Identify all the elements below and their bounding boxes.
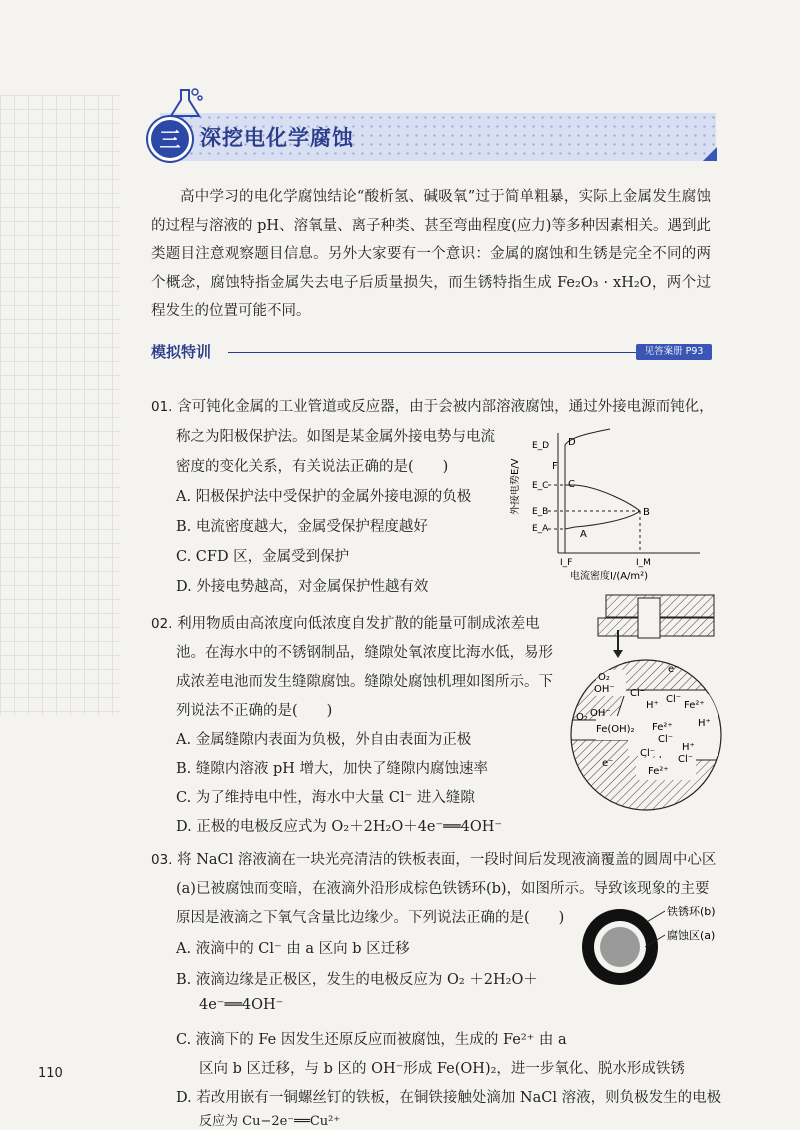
option-b: B. 液滴边缘是正极区，发生的电极反应为 O₂ ＋2H₂O＋ [176, 972, 538, 988]
svg-text:O₂: O₂ [576, 712, 588, 723]
svg-text:Cl⁻: Cl⁻ [640, 748, 656, 759]
svg-text:Cl⁻: Cl⁻ [658, 734, 674, 745]
svg-text:Fe²⁺: Fe²⁺ [684, 700, 705, 711]
svg-text:H⁺: H⁺ [682, 742, 695, 753]
corrosion-zone-label: 腐蚀区(a) [667, 929, 716, 942]
option-d: D. 外接电势越高，对金属保护性越有效 [176, 579, 429, 595]
point-A: A [580, 529, 587, 540]
svg-text:e⁻: e⁻ [602, 758, 614, 769]
y-axis-label: 外接电势E/V [510, 458, 521, 515]
point-C: C [568, 479, 575, 490]
tick-IF: I_F [560, 558, 573, 568]
svg-text:e⁻: e⁻ [668, 664, 680, 675]
svg-text:Cl⁻: Cl⁻ [666, 694, 682, 705]
svg-text:Cl⁻: Cl⁻ [678, 754, 694, 765]
svg-text:Cl⁻: Cl⁻ [630, 688, 646, 699]
option-d: D. 正极的电极反应式为 O₂＋2H₂O＋4e⁻══4OH⁻ [176, 819, 503, 835]
question-text: 含可钝化金属的工业管道或反应器，由于会被内部溶液腐蚀，通过外接电源而钝化， [177, 399, 714, 415]
tick-ED: E_D [532, 441, 550, 451]
question-text: 密度的变化关系，有关说法正确的是( ) [176, 459, 449, 475]
crevice-corrosion-figure [566, 590, 726, 815]
question-text: 利用物质由高浓度向低浓度自发扩散的能量可制成浓差电 [177, 616, 540, 632]
margin-grid [0, 95, 120, 715]
option-b-cont: 4e⁻══4OH⁻ [199, 997, 284, 1013]
svg-text:Fe²⁺: Fe²⁺ [648, 766, 669, 777]
droplet-figure [575, 905, 735, 990]
question-text: 成浓差电池而发生缝隙腐蚀。缝隙处腐蚀机理如图所示。下 [176, 674, 553, 690]
point-F: F [552, 461, 558, 472]
svg-text:Fe(OH)₂: Fe(OH)₂ [596, 724, 635, 735]
rust-ring-label: 铁锈环(b) [667, 905, 716, 918]
banner-corner [703, 147, 717, 161]
question-text: 列说法不正确的是( ) [176, 703, 333, 719]
question-text: 池。在海水中的不锈钢制品，缝隙处氧浓度比海水低，易形 [176, 645, 553, 661]
question-text: 将 NaCl 溶液滴在一块光亮清洁的铁板表面，一段时间后发现液滴覆盖的圆周中心区 [177, 852, 717, 868]
answer-ref-badge: 见答案册 P93 [636, 344, 712, 360]
question-text: 原因是液滴之下氧气含量比边缘少。下列说法正确的是( ) [176, 910, 565, 926]
intro-paragraph: 高中学习的电化学腐蚀结论“酸析氢、碱吸氧”过于简单粗暴，实际上金属发生腐蚀的过程与溶液的 pH、溶氧量、离子种类、甚至弯曲程度(应力)等多种因素相关。遇到此类题目注意观察题目信息。另外大家要有一个意识：金属的腐蚀和生锈是完全不同的两个概念，腐蚀特指金属失去电子后质量损失，而生锈特指生成 Fe₂O₃ · xH₂O，两个过程发生的位置可能不同。 [151, 189, 711, 320]
tick-EA: E_A [532, 524, 549, 534]
option-a: A. 阳极保护法中受保护的金属外接电源的负极 [176, 489, 472, 505]
option-c: C. 液滴下的 Fe 因发生还原反应而被腐蚀，生成的 Fe²⁺ 由 a [176, 1032, 567, 1048]
svg-text:O₂: O₂ [598, 672, 610, 683]
point-D: D [568, 437, 576, 448]
svg-text:H⁺: H⁺ [698, 718, 711, 729]
svg-text:H⁺: H⁺ [646, 700, 659, 711]
option-c-cont: 区向 b 区迁移，与 b 区的 OH⁻形成 Fe(OH)₂，进一步氧化、脱水形成铁锈 [199, 1061, 685, 1077]
question-text: (a)已被腐蚀而变暗，在液滴外沿形成棕色铁锈环(b)，如图所示。导致该现象的主要 [176, 881, 710, 897]
svg-text:OH⁻: OH⁻ [594, 684, 615, 695]
question-number: 01. [151, 399, 173, 415]
section-badge: 三 [148, 117, 192, 161]
question-number: 03. [151, 852, 173, 868]
section-title: 深挖电化学腐蚀 [200, 126, 354, 150]
tick-EB: E_B [532, 507, 549, 517]
page-number: 110 [38, 1066, 63, 1081]
option-a: A. 液滴中的 Cl⁻ 由 a 区向 b 区迁移 [176, 941, 410, 957]
option-a: A. 金属缝隙内表面为负极，外自由表面为正极 [176, 732, 472, 748]
option-d-cont: 反应为 Cu−2e⁻══Cu²⁺ [199, 1114, 341, 1129]
option-b: B. 电流密度越大，金属受保护程度越好 [176, 519, 428, 535]
potential-current-figure [510, 425, 710, 585]
tick-EC: E_C [532, 481, 549, 491]
x-axis-label: 电流密度I/(A/m²) [570, 571, 649, 582]
practice-rule [228, 352, 636, 353]
question-text: 称之为阳极保护法。如图是某金属外接电势与电流 [176, 429, 495, 445]
option-c: C. 为了维持电中性，海水中大量 Cl⁻ 进入缝隙 [176, 790, 475, 806]
practice-heading: 模拟特训 [151, 343, 212, 361]
question-number: 02. [151, 616, 173, 632]
svg-text:OH⁻: OH⁻ [590, 708, 611, 719]
option-b: B. 缝隙内溶液 pH 增大，加快了缝隙内腐蚀速率 [176, 761, 489, 777]
tick-IM: I_M [636, 558, 651, 568]
option-d: D. 若改用嵌有一铜螺丝钉的铁板，在铜铁接触处滴加 NaCl 溶液，则负极发生的电极 [176, 1090, 722, 1106]
point-B: B [643, 507, 650, 518]
svg-text:Fe²⁺: Fe²⁺ [652, 722, 673, 733]
option-c: C. CFD 区，金属受到保护 [176, 549, 350, 565]
